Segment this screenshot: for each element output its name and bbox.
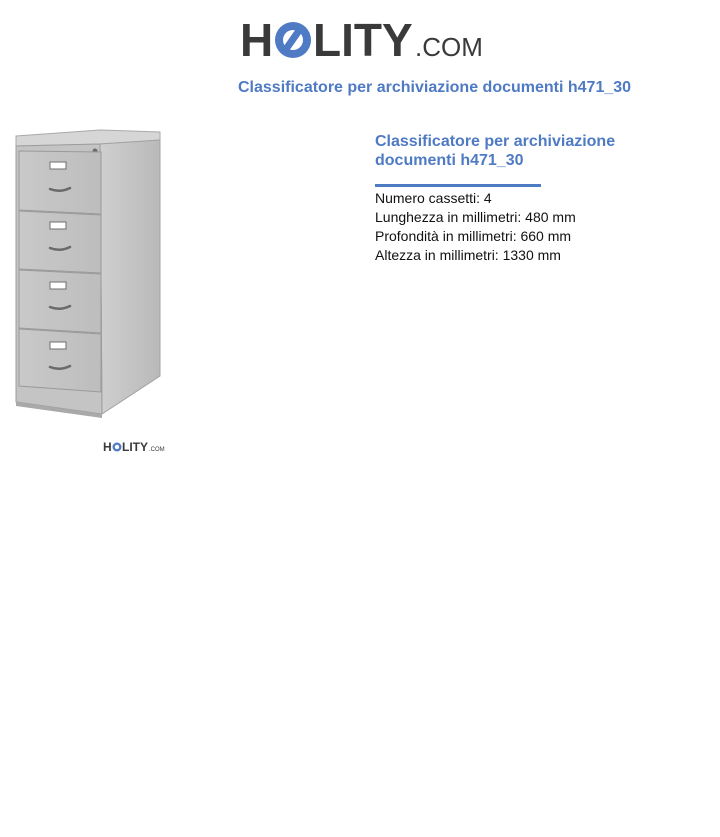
- page-title: Classificatore per archiviazione documenti h471_30: [238, 79, 632, 96]
- svg-text:LITY: LITY: [313, 14, 413, 66]
- svg-text:H: H: [103, 440, 112, 454]
- spec-height: Altezza in millimetri: 1330 mm: [375, 247, 561, 263]
- product-title: Classificatore per archiviazione documenti h471_30: [375, 133, 616, 169]
- spec-list: [375, 189, 675, 265]
- drawer-3: [19, 270, 101, 333]
- drawer-4: [19, 329, 101, 392]
- drawer-2: [19, 211, 101, 273]
- spec-length: Lunghezza in millimetri: 480 mm: [375, 209, 576, 225]
- product-info: [375, 132, 675, 265]
- svg-text:.COM: .COM: [415, 32, 483, 62]
- svg-text:LITY: LITY: [122, 440, 148, 454]
- svg-text:H: H: [240, 14, 274, 66]
- title-divider: [375, 184, 541, 187]
- spec-drawers: Numero cassetti: 4: [375, 190, 492, 206]
- holity-logo: [240, 14, 485, 66]
- holity-watermark-logo: [103, 438, 163, 456]
- drawer-1: [19, 151, 101, 214]
- filing-cabinet-image: [0, 118, 190, 418]
- svg-text:.COM: .COM: [149, 447, 165, 453]
- spec-depth: Profondità in millimetri: 660 mm: [375, 228, 572, 244]
